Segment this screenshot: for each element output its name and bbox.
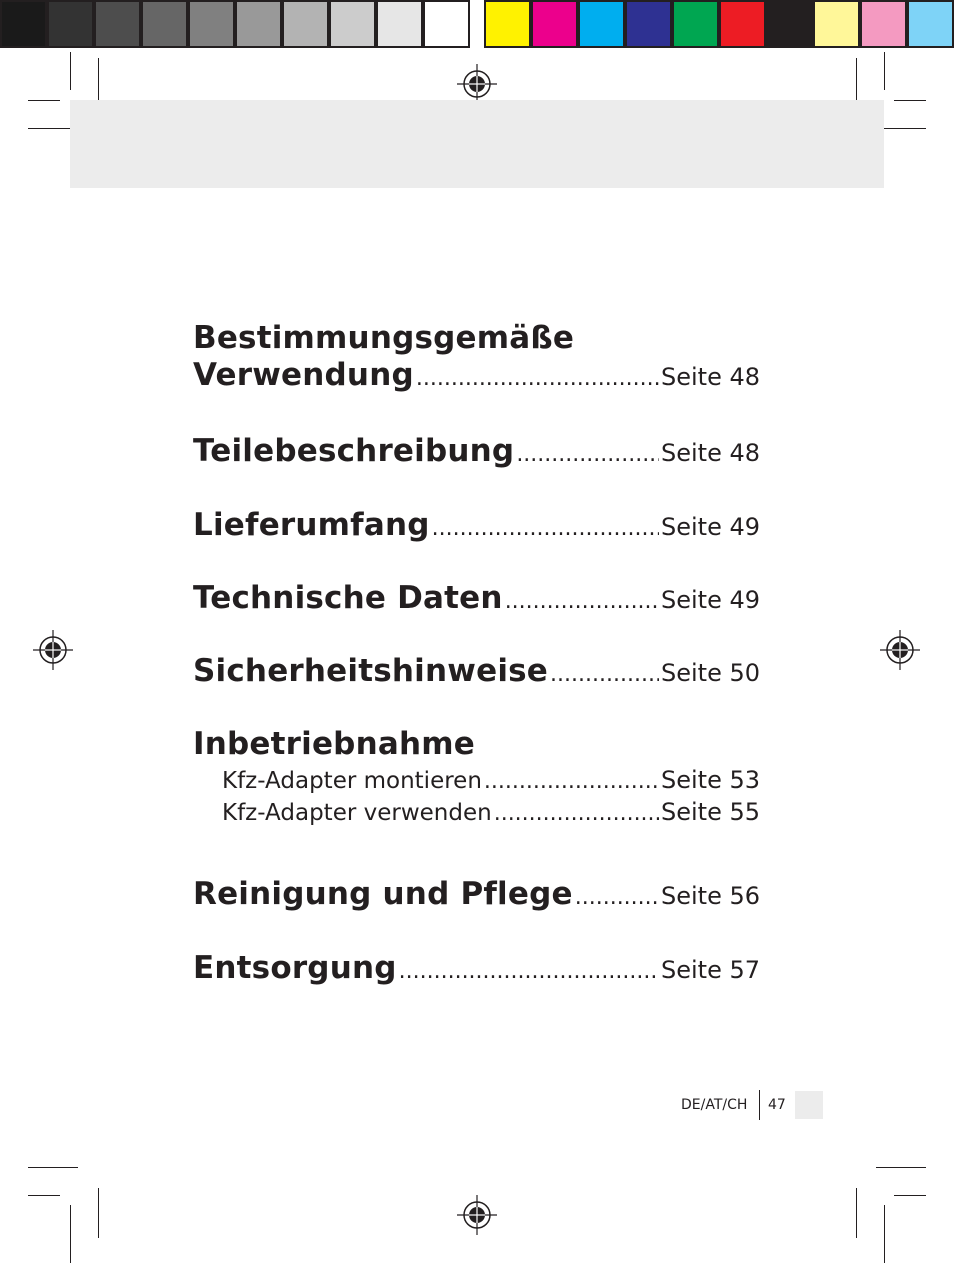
footer-region: DE/AT/CH bbox=[681, 1097, 748, 1113]
toc-entry-title-line1: Bestimmungsgemäße bbox=[193, 320, 575, 356]
toc-entry-page: Seite 49 bbox=[660, 586, 760, 614]
gray-swatch bbox=[329, 0, 376, 48]
toc-entry-title: Inbetriebnahme bbox=[193, 726, 475, 762]
crop-mark bbox=[894, 100, 926, 101]
gray-swatch bbox=[188, 0, 235, 48]
toc-entry-technische-daten[interactable] bbox=[193, 580, 760, 617]
toc-leader-dots bbox=[505, 589, 659, 614]
color-swatch bbox=[484, 0, 531, 48]
toc-entry-teilebeschreibung[interactable] bbox=[193, 433, 760, 470]
toc-entry-title: Technische Daten bbox=[193, 580, 503, 616]
toc-entry-title: Sicherheitshinweise bbox=[193, 653, 549, 689]
toc-subentry-label: Kfz-Adapter verwenden bbox=[222, 800, 492, 826]
color-swatch bbox=[813, 0, 860, 48]
toc-entry-inbetriebnahme[interactable] bbox=[193, 726, 760, 826]
gray-swatch bbox=[235, 0, 282, 48]
gray-swatch bbox=[0, 0, 47, 48]
gray-swatch bbox=[376, 0, 423, 48]
crop-mark bbox=[884, 52, 885, 90]
registration-mark-icon bbox=[33, 630, 73, 670]
toc-entry-sicherheitshinweise[interactable] bbox=[193, 653, 760, 690]
gray-swatch bbox=[94, 0, 141, 48]
toc-leader-dots bbox=[484, 769, 659, 794]
toc-leader-dots bbox=[550, 662, 659, 687]
crop-mark bbox=[70, 1205, 71, 1263]
toc-subentry-page: Seite 55 bbox=[660, 798, 760, 826]
crop-mark bbox=[856, 1188, 857, 1238]
toc-leader-dots bbox=[494, 801, 659, 826]
crop-mark bbox=[98, 1188, 99, 1238]
color-swatch bbox=[531, 0, 578, 48]
crop-mark bbox=[856, 58, 857, 106]
footer-divider bbox=[759, 1090, 760, 1120]
toc-entry-title: Teilebeschreibung bbox=[193, 433, 515, 469]
toc-subentry-label: Kfz-Adapter montieren bbox=[222, 768, 482, 794]
footer-page-number: 47 bbox=[768, 1097, 786, 1113]
toc-subentry-kfz-adapter-verwenden[interactable] bbox=[193, 798, 760, 826]
crop-mark bbox=[28, 100, 60, 101]
gray-swatch bbox=[282, 0, 329, 48]
color-swatch bbox=[719, 0, 766, 48]
toc-entry-reinigung-und-pflege[interactable] bbox=[193, 876, 760, 913]
crop-mark bbox=[28, 1167, 78, 1168]
toc-leader-dots bbox=[416, 366, 659, 391]
crop-mark bbox=[884, 1205, 885, 1263]
toc-leader-dots bbox=[399, 959, 659, 984]
toc-entry-page: Seite 56 bbox=[660, 882, 760, 910]
registration-mark-icon bbox=[457, 1195, 497, 1235]
toc-entry-entsorgung[interactable] bbox=[193, 950, 760, 987]
toc-leader-dots bbox=[575, 885, 659, 910]
toc-leader-dots bbox=[432, 516, 659, 541]
gray-swatch bbox=[47, 0, 94, 48]
color-swatch bbox=[625, 0, 672, 48]
toc-entry-page: Seite 57 bbox=[660, 956, 760, 984]
toc-subentry-kfz-adapter-montieren[interactable] bbox=[193, 766, 760, 794]
toc-entry-page: Seite 48 bbox=[660, 363, 760, 391]
gray-swatch bbox=[423, 0, 470, 48]
color-swatch bbox=[766, 0, 813, 48]
toc-entry-lieferumfang[interactable] bbox=[193, 507, 760, 544]
crop-mark bbox=[894, 1195, 926, 1196]
toc-entry-title: Lieferumfang bbox=[193, 507, 430, 543]
registration-mark-icon bbox=[880, 630, 920, 670]
crop-mark bbox=[28, 1195, 60, 1196]
crop-mark bbox=[70, 52, 71, 90]
toc-entry-page: Seite 49 bbox=[660, 513, 760, 541]
header-band bbox=[70, 100, 884, 188]
crop-mark bbox=[98, 58, 99, 106]
color-swatch bbox=[578, 0, 625, 48]
toc-leader-dots bbox=[516, 442, 659, 467]
toc-entry-title: Reinigung und Pflege bbox=[193, 876, 573, 912]
toc-entry-title: Entsorgung bbox=[193, 950, 397, 986]
registration-mark-icon bbox=[457, 64, 497, 104]
color-swatch bbox=[860, 0, 907, 48]
crop-mark bbox=[876, 1167, 926, 1168]
toc-entry-title: Verwendung bbox=[193, 357, 414, 393]
toc-entry-page: Seite 50 bbox=[660, 659, 760, 687]
toc-entry-bestimmungsgemaesse-verwendung[interactable] bbox=[193, 320, 760, 394]
color-swatch bbox=[907, 0, 954, 48]
footer-tab-marker bbox=[795, 1091, 823, 1119]
toc-entry-page: Seite 48 bbox=[660, 439, 760, 467]
gray-swatch bbox=[141, 0, 188, 48]
toc-subentry-page: Seite 53 bbox=[660, 766, 760, 794]
color-swatch bbox=[672, 0, 719, 48]
